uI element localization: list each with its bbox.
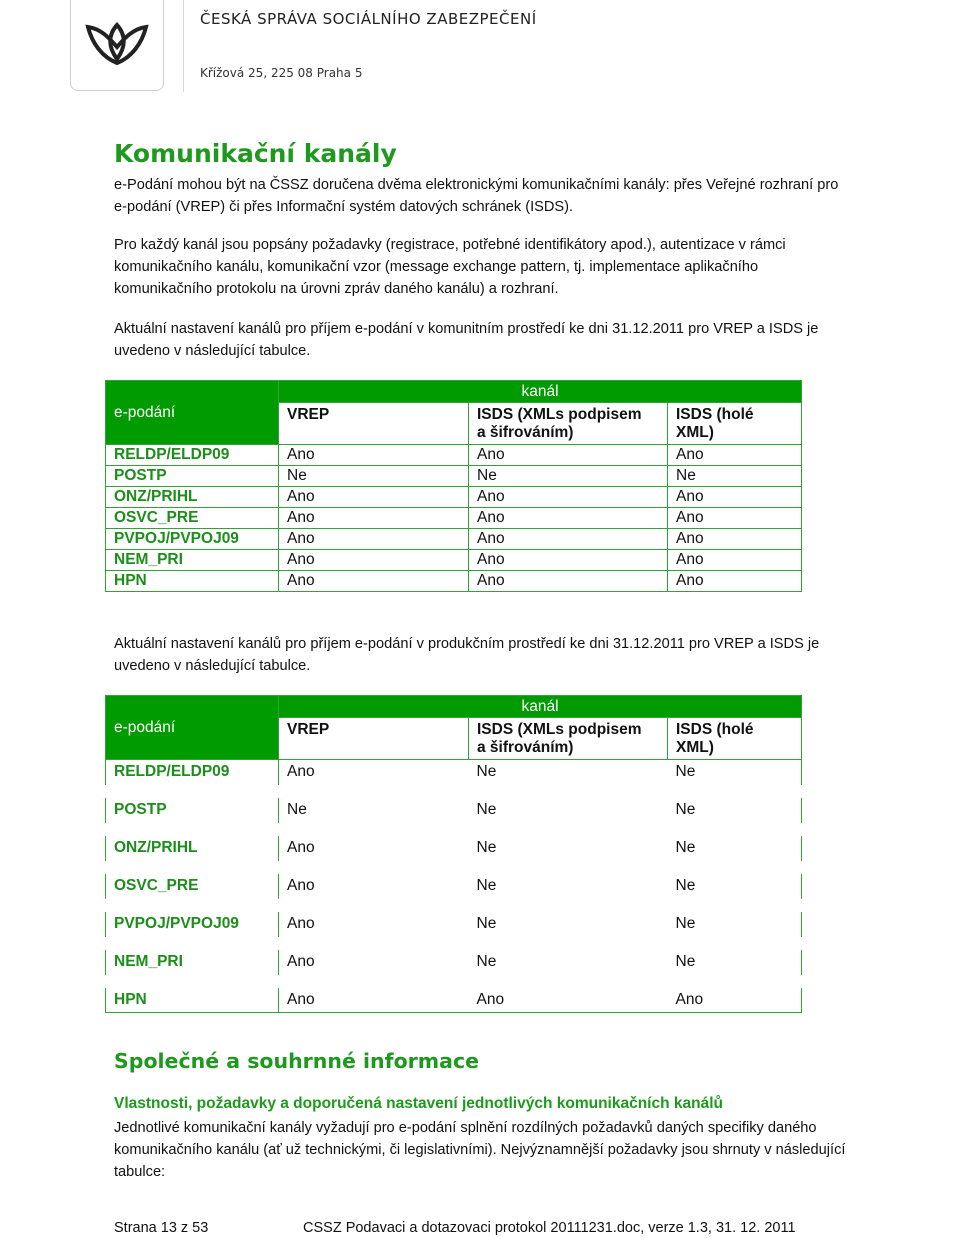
header-epodani: e-podání [106,381,279,445]
spacer [106,823,802,836]
table-row [106,950,802,975]
footer-page-number: Strana 13 z 53 [114,1220,209,1236]
cell-isds-signed: Ne [476,839,497,856]
org-address: Křížová 25, 225 08 Praha 5 [200,66,363,80]
cell-isds-signed: Ano [469,571,668,592]
paragraph-requirements-summary: Jednotlivé komunikační kanály vyžadují pro e-podání splnění rozdílných požadavků daných specifiky daného komunikačního kanálu (ať už technickými, či legislativními). Nejvýznamnější požadavky jsou shrnuty v následující tabulce: [114,1120,846,1180]
cell-isds-signed: Ne [476,801,497,818]
cell-vrep: Ano [279,529,469,550]
header-isds-signed [469,403,668,445]
cell-isds-plain: Ano [668,508,802,529]
cell-isds-signed: Ne [476,763,497,781]
cell-isds-plain: Ne [668,950,802,975]
cell-vrep: Ano [279,445,469,466]
table-row [106,445,802,466]
spacer [106,785,802,798]
table-row [106,529,802,550]
table-row [106,836,802,861]
table-row [106,912,802,937]
cell-isds-signed: Ano [469,487,668,508]
cell-isds-signed: Ne [476,953,497,970]
cell-vrep: Ano [287,915,315,932]
header-isds-plain-l2: XML) [676,738,714,756]
header-vrep-text: VREP [287,405,330,423]
cell-vrep: Ano [287,877,315,894]
row-label: ONZ/PRIHL [106,836,279,861]
header-vrep-text: VREP [287,720,330,738]
spacer [106,975,802,988]
cell-isds-plain: Ne [668,466,802,487]
table-row [106,466,802,487]
header-channel: kanál [279,381,802,403]
cell-isds-plain: Ano [668,988,802,1013]
cell-vrep: Ne [279,466,469,487]
footer-document-info: CSSZ Podavaci a dotazovaci protokol 20111231.doc, verze 1.3, 31. 12. 2011 [303,1220,796,1236]
table-row [106,508,802,529]
cell-isds-plain: Ano [668,445,802,466]
paragraph-intro: e-Podání mohou být na ČSSZ doručena dvěma elektronickými komunikačními kanály: přes Veřejné rozhraní pro e-podání (VREP) či přes Informační systém datových schránek (ISDS). [114,177,839,215]
cell-isds-plain: Ano [668,529,802,550]
table-row [106,798,802,823]
cell-vrep: Ano [279,571,469,592]
paragraph-requirements: Pro každý kanál jsou popsány požadavky (registrace, potřebné identifikátory apod.), autentizace v rámci komunikačního kanálu, komunikační vzor (message exchange pattern, tj. implementace aplikačního komunikačního protokolu na úrovni zpráv daného kanálu) a rozhraní. [114,237,786,297]
row-label: OSVC_PRE [106,874,279,899]
row-label: NEM_PRI [106,550,279,571]
row-label: RELDP/ELDP09 [106,445,279,466]
cell-isds-plain: Ne [668,836,802,861]
table-row [106,874,802,899]
header-isds-plain [668,403,802,445]
channels-table-production [105,695,802,1013]
logo [70,0,164,91]
row-label: POSTP [106,466,279,487]
cell-isds-plain: Ano [668,487,802,508]
spacer [106,899,802,912]
spacer [106,861,802,874]
row-label: NEM_PRI [106,950,279,975]
cell-isds-signed: Ne [476,877,497,894]
cell-vrep: Ano [279,508,469,529]
table-row [106,760,802,785]
cell-isds-plain: Ano [668,571,802,592]
header-isds-plain [668,718,802,760]
row-label: HPN [106,988,279,1013]
table-row [106,487,802,508]
spacer [106,937,802,950]
row-label: POSTP [106,798,279,823]
row-label: RELDP/ELDP09 [106,760,279,785]
paragraph-production-env: Aktuální nastavení kanálů pro příjem e-podání v produkčním prostředí ke dni 31.12.2011 pro VREP a ISDS je uvedeno v následující tabulce. [114,636,820,674]
cell-vrep: Ne [287,801,307,818]
table-row [106,550,802,571]
cell-vrep: Ano [279,487,469,508]
subsection-title-properties: Vlastnosti, požadavky a doporučená nastavení jednotlivých komunikačních kanálů [114,1095,723,1112]
cell-isds-plain: Ne [668,760,802,785]
header-isds-signed [469,718,668,760]
header-vrep [279,403,469,445]
cell-isds-plain: Ano [668,550,802,571]
section-title-channels: Komunikační kanály [114,139,397,168]
header-epodani: e-podání [106,696,279,760]
header-channel: kanál [279,696,802,718]
cell-vrep: Ano [287,839,315,856]
cell-vrep: Ano [287,763,315,781]
cell-isds-plain: Ne [668,912,802,937]
cell-isds-plain: Ne [668,874,802,899]
row-label: PVPOJ/PVPOJ09 [106,529,279,550]
paragraph-community-env: Aktuální nastavení kanálů pro příjem e-podání v komunitním prostředí ke dni 31.12.2011 pro VREP a ISDS je uvedeno v následující tabulce. [114,321,819,359]
cell-isds-signed: Ne [469,466,668,487]
header-divider [183,0,184,92]
row-label: HPN [106,571,279,592]
row-label: OSVC_PRE [106,508,279,529]
header-isds-plain-l1: ISDS (holé [676,405,754,423]
header-isds-signed-l1: ISDS (XMLs podpisem [477,720,642,738]
cell-vrep: Ano [279,550,469,571]
header-isds-plain-l2: XML) [676,423,714,441]
cell-isds-signed: Ano [469,508,668,529]
org-name: ČESKÁ SPRÁVA SOCIÁLNÍHO ZABEZPEČENÍ [200,10,537,28]
channels-table-community [105,380,802,592]
cell-isds-signed: Ano [469,529,668,550]
cell-vrep: Ano [287,953,315,970]
row-label: PVPOJ/PVPOJ09 [106,912,279,937]
table-row [106,571,802,592]
header-isds-signed-l1: ISDS (XMLs podpisem [477,405,642,423]
table-row [106,988,802,1013]
cell-isds-signed: Ne [476,915,497,932]
cell-isds-signed: Ano [469,988,668,1013]
header-isds-signed-l2: a šifrováním) [477,738,574,756]
cssz-tulip-logo-icon [84,21,150,69]
cell-isds-signed: Ano [469,445,668,466]
cell-isds-plain: Ne [668,798,802,823]
cell-isds-signed: Ano [469,550,668,571]
section-title-common: Společné a souhrnné informace [114,1049,480,1073]
row-label: ONZ/PRIHL [106,487,279,508]
header-vrep [279,718,469,760]
header-isds-plain-l1: ISDS (holé [676,720,754,738]
header-isds-signed-l2: a šifrováním) [477,423,574,441]
cell-vrep: Ano [279,988,469,1013]
